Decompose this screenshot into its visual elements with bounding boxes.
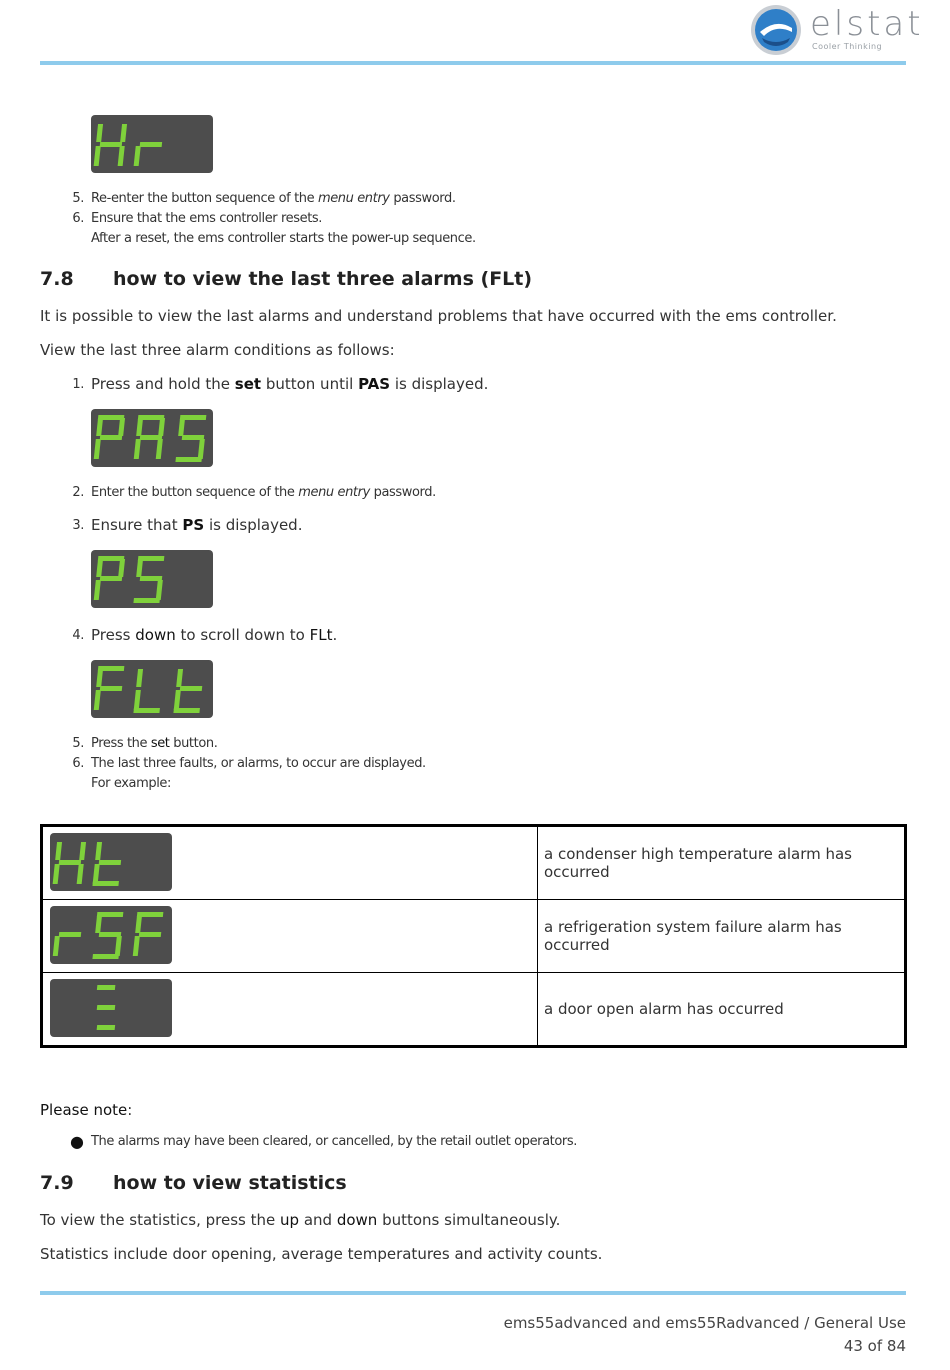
table-cell-description: a refrigeration system failure alarm has occurred	[538, 900, 906, 973]
step-text: Press down to scroll down to FLt.	[91, 626, 338, 644]
list-item	[64, 516, 864, 538]
list-item	[64, 626, 864, 648]
step-number: 4.	[72, 628, 84, 643]
step-number: 5.	[72, 191, 84, 206]
footer-rule	[40, 1291, 906, 1295]
lcd-display-door	[50, 979, 172, 1037]
lcd-display-rsf	[50, 906, 172, 964]
section-number: 7.8	[40, 268, 74, 290]
list-item	[64, 211, 864, 231]
list-item	[64, 375, 864, 397]
list-item	[64, 736, 864, 756]
footer-page-number: 43 of 84	[843, 1337, 906, 1355]
table-row	[42, 826, 906, 900]
step-number: 2.	[72, 485, 84, 500]
elstat-logo-icon	[750, 2, 802, 58]
table-row	[42, 900, 906, 973]
footer-document-title: ems55advanced and ems55Radvanced / General Use	[503, 1314, 906, 1332]
list-item	[64, 776, 864, 796]
step-text: For example:	[91, 776, 171, 791]
step-text: Enter the button sequence of the menu entry password.	[91, 485, 436, 500]
table-cell-display	[42, 900, 538, 973]
table-cell-description: a door open alarm has occurred	[538, 973, 906, 1047]
paragraph: It is possible to view the last alarms and understand problems that have occurred with the ems controller.	[40, 307, 837, 325]
step-list-bottom	[64, 736, 864, 796]
step-text: After a reset, the ems controller starts the power-up sequence.	[91, 231, 476, 246]
list-item	[64, 231, 864, 251]
section-title: how to view the last three alarms (FLt)	[113, 268, 533, 290]
step-text: Re-enter the button sequence of the menu entry password.	[91, 191, 456, 206]
step-number: 5.	[72, 736, 84, 751]
step-text: The last three faults, or alarms, to occur are displayed.	[91, 756, 426, 771]
elstat-logo	[750, 2, 924, 58]
step-text: Press the set button.	[91, 736, 218, 751]
section-heading-7-9	[40, 1172, 740, 1198]
paragraph: View the last three alarm conditions as follows:	[40, 341, 395, 359]
lcd-display-flt	[91, 660, 213, 718]
lcd-display-ps	[91, 550, 213, 608]
step-text: Ensure that the ems controller resets.	[91, 211, 323, 226]
lcd-display-hr	[91, 115, 213, 173]
section-heading-7-8	[40, 268, 740, 294]
paragraph: To view the statistics, press the up and down buttons simultaneously.	[40, 1211, 561, 1229]
step-list-top	[64, 191, 864, 251]
step-number: 6.	[72, 211, 84, 226]
lcd-display-pas	[91, 409, 213, 467]
logo-tagline: Cooler Thinking	[812, 42, 883, 51]
list-item	[64, 485, 864, 505]
step-number: 3.	[72, 518, 84, 533]
table-cell-display	[42, 826, 538, 900]
header-rule	[40, 61, 906, 65]
step-text: Ensure that PS is displayed.	[91, 516, 303, 534]
table-cell-description: a condenser high temperature alarm has occurred	[538, 826, 906, 900]
paragraph: Statistics include door opening, average temperatures and activity counts.	[40, 1245, 603, 1263]
list-item	[64, 756, 864, 776]
table-cell-display	[42, 973, 538, 1047]
note-label: Please note:	[40, 1101, 133, 1119]
bullet-icon: ●	[70, 1132, 84, 1151]
alarm-table	[40, 824, 907, 1048]
section-number: 7.9	[40, 1172, 74, 1194]
lcd-display-ht	[50, 833, 172, 891]
step-number: 1.	[72, 377, 84, 392]
step-number: 6.	[72, 756, 84, 771]
section-title: how to view statistics	[113, 1172, 347, 1194]
list-item	[64, 191, 864, 211]
step-text: Press and hold the set button until PAS is displayed.	[91, 375, 489, 393]
table-row	[42, 973, 906, 1047]
logo-wordmark: elstat	[810, 4, 924, 44]
bullet-text: The alarms may have been cleared, or cancelled, by the retail outlet operators.	[91, 1134, 577, 1149]
